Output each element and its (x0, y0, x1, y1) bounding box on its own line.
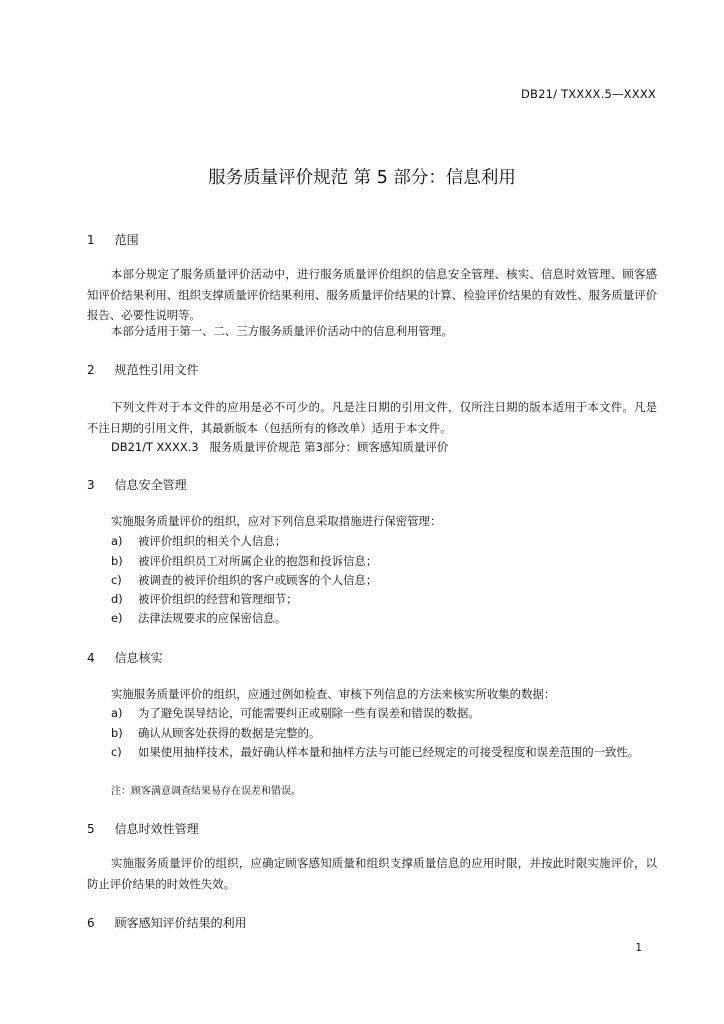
list-item (111, 551, 657, 572)
section-title: 信息核实 (114, 651, 163, 665)
list-text: 为了避免误导结论，可能需要纠正或剔除一些有误差和错误的数据。 (138, 706, 480, 720)
list-marker: b) (111, 554, 123, 568)
list-marker: d) (111, 592, 123, 606)
list-item (111, 742, 657, 763)
section-title: 顾客感知评价结果的利用 (114, 916, 247, 930)
section-number: 4 (87, 651, 95, 665)
list-text: 确认从顾客处获得的数据是完整的。 (138, 726, 321, 740)
list-text: 如果使用抽样技术，最好确认样本量和抽样方法与可能已经规定的可接受程度和误差范围的一致性。 (138, 745, 640, 759)
list-item (111, 531, 657, 552)
list-text: 被评价组织的相关个人信息； (138, 534, 287, 548)
list-text: 被评价组织员工对所属企业的抱怨和投诉信息； (138, 554, 378, 568)
section-title: 信息安全管理 (114, 478, 187, 492)
section-number: 2 (87, 363, 95, 377)
section-1-paragraph-2: 本部分适用于第一、二、三方服务质量评价活动中的信息利用管理。 (111, 324, 453, 338)
list-item (111, 589, 657, 610)
section-title: 范围 (114, 233, 139, 247)
list-marker: c) (111, 573, 122, 587)
section-5-paragraph-1: 实施服务质量评价的组织，应确定顾客感知质量和组织支撑质量信息的应用时限，并按此时限实施评价，以防止评价结果的时效性失效。 (87, 856, 657, 891)
section-number: 6 (87, 916, 95, 930)
page-number: 1 (635, 942, 642, 954)
section-number: 3 (87, 478, 95, 492)
normative-reference: DB21/T XXXX.3 服务质量评价规范 第3部分：顾客感知质量评价 (111, 440, 449, 454)
section-3-intro: 实施服务质量评价的组织，应对下列信息采取措施进行保密管理： (111, 514, 442, 528)
section-6-heading (87, 914, 247, 931)
list-marker: b) (111, 726, 123, 740)
section-4-heading (87, 649, 163, 666)
section-title: 信息时效性管理 (114, 822, 199, 836)
list-marker: e) (111, 611, 123, 625)
section-1-paragraph-1: 本部分规定了服务质量评价活动中，进行服务质量评价组织的信息安全管理、核实、信息时效管理、顾客感知评价结果利用、组织支撑质量评价结果利用、服务质量评价结果的计算、检验评价结果的有效性、服务质量评价报告、必要性说明等。 (87, 267, 657, 322)
section-2-paragraph-1: 下列文件对于本文件的应用是必不可少的。凡是注日期的引用文件，仅所注日期的版本适用于本文件。凡是不注日期的引用文件，其最新版本（包括所有的修改单）适用于本文件。 (87, 400, 657, 435)
section-5-heading (87, 820, 199, 837)
list-text: 法律法规要求的应保密信息。 (138, 611, 287, 625)
list-text: 被评价组织的经营和管理细节； (138, 592, 298, 606)
section-number: 1 (87, 233, 95, 247)
standard-code: DB21/ TXXXX.5—XXXX (520, 87, 656, 101)
list-item (111, 703, 657, 724)
section-2-heading (87, 361, 199, 378)
list-item (111, 608, 657, 629)
list-item (111, 570, 657, 591)
list-marker: a) (111, 534, 123, 548)
note: 注：顾客满意调查结果易存在误差和错误。 (111, 786, 301, 797)
section-1-heading (87, 231, 139, 248)
section-4-intro: 实施服务质量评价的组织，应通过例如检查、审核下列信息的方法来核实所收集的数据： (111, 687, 556, 701)
list-text: 被调查的被评价组织的客户或顾客的个人信息； (138, 573, 378, 587)
list-item (111, 723, 657, 744)
list-marker: a) (111, 706, 123, 720)
document-title: 服务质量评价规范 第 5 部分：信息利用 (208, 168, 516, 188)
list-marker: c) (111, 745, 122, 759)
section-number: 5 (87, 822, 95, 836)
section-title: 规范性引用文件 (114, 363, 199, 377)
section-3-heading (87, 476, 187, 493)
